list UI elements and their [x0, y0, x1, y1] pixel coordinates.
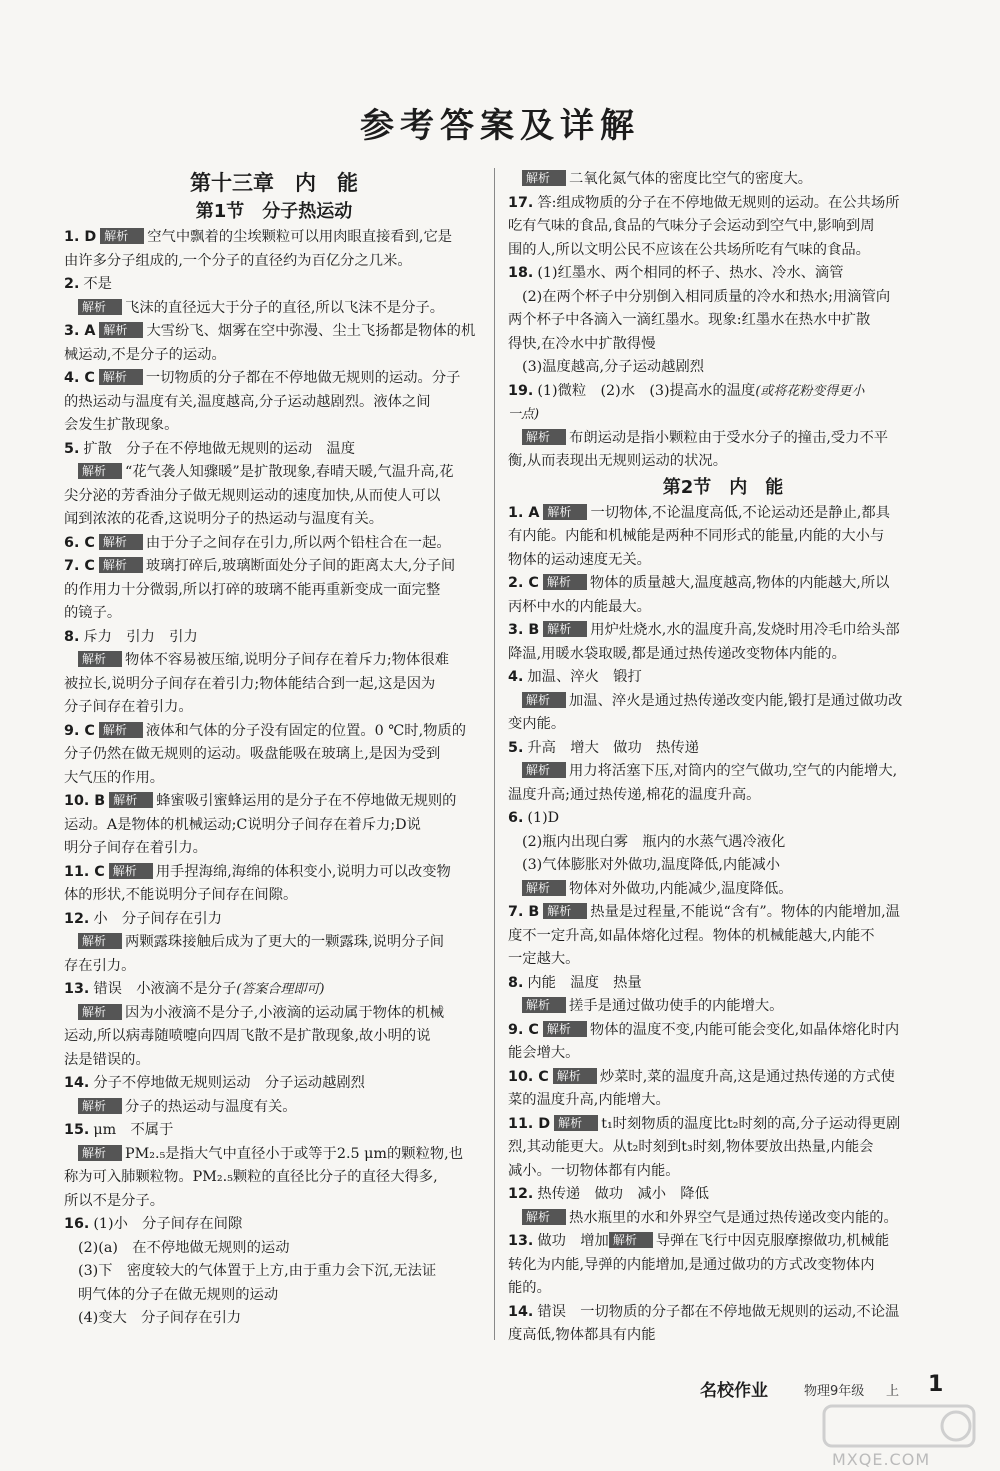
answer-text: 能会增大。 — [508, 1045, 580, 1061]
answer-line — [508, 784, 938, 808]
answer-line — [64, 814, 484, 838]
answer-line — [64, 673, 484, 697]
answer-text: 小 分子间存在引力 — [93, 910, 222, 927]
answer-text: 尖分泌的芳香油分子做无规则运动的速度加快,从而使人可以 — [64, 487, 441, 504]
answer-line — [64, 367, 484, 391]
answer-line — [508, 1183, 938, 1207]
answer-line — [64, 1260, 484, 1284]
answer-line — [508, 596, 938, 620]
answer-text: 大气压的作用。 — [64, 769, 165, 786]
answer-line — [508, 690, 938, 714]
answer-text: 两颗露珠接触后成为了更大的一颗露珠,说明分子间 — [125, 934, 445, 950]
answer-line — [64, 250, 484, 274]
question-number: 13. — [64, 981, 90, 997]
answer-text: 分子间存在着引力。 — [64, 699, 193, 715]
answer-line — [508, 450, 938, 474]
answer-line — [508, 878, 938, 902]
analysis-tag: 解析 — [78, 299, 122, 315]
answer-text: 用炉灶烧水,水的温度升高,发烧时用冷毛巾给头部 — [590, 622, 900, 638]
answer-text: (3)气体膨胀对外做功,温度降低,内能减小 — [522, 857, 781, 873]
answer-line — [64, 485, 484, 509]
question-number: 9. C — [64, 722, 95, 739]
answer-text: (2)(a) 在不停地做无规则的运动 — [78, 1239, 290, 1256]
question-number: 5. — [508, 739, 524, 756]
answer-line — [64, 743, 484, 767]
answer-line — [64, 1166, 484, 1190]
answer-line — [508, 948, 938, 972]
answer-text: 错误 一切物质的分子都在不停地做无规则的运动,不论温 — [537, 1303, 900, 1320]
answer-line — [64, 1096, 484, 1120]
answer-text: 升高 增大 做功 热传递 — [527, 739, 699, 756]
answer-line — [64, 908, 484, 932]
answer-line — [508, 1277, 938, 1301]
answer-line — [64, 1025, 484, 1049]
answer-line — [64, 1237, 484, 1261]
question-number: 12. — [64, 910, 90, 927]
answer-text: 玻璃打碎后,玻璃断面处分子间的距离太大,分子间 — [145, 558, 456, 574]
answer-text: 减小。一切物体都有内能。 — [508, 1162, 680, 1179]
answer-text: 因为小液滴不是分子,小液滴的运动属于物体的机械 — [125, 1004, 445, 1021]
answer-text: (3)温度越高,分子运动越剧烈 — [522, 359, 705, 375]
answer-text: 扩散 分子在不停地做无规则的运动 温度 — [83, 440, 356, 457]
answer-line — [508, 502, 938, 526]
answer-text: 温度升高;通过热传递,棉花的温度升高。 — [508, 786, 761, 803]
analysis-tag: 解析 — [109, 792, 153, 808]
answer-text: 布朗运动是指小颗粒由于受水分子的撞击,受力不平 — [569, 429, 889, 446]
answer-line — [508, 995, 938, 1019]
answer-line — [64, 438, 484, 462]
answer-line — [508, 1066, 938, 1090]
answer-line — [64, 649, 484, 673]
answer-line — [64, 1213, 484, 1237]
answer-text: 热量是过程量,不能说“含有”。物体的内能增加,温 — [590, 904, 900, 920]
answer-line — [508, 972, 938, 996]
answer-line — [508, 1136, 938, 1160]
answer-text: 转化为内能,导弹的内能增加,是通过做功的方式改变物体内 — [508, 1256, 875, 1273]
answer-text: 会发生扩散现象。 — [64, 417, 179, 433]
answer-line — [508, 525, 938, 549]
question-number: 15. — [64, 1122, 90, 1138]
analysis-tag: 解析 — [78, 933, 122, 949]
analysis-tag: 解析 — [522, 997, 566, 1013]
answer-text: 分子不停地做无规则运动 分子运动越剧烈 — [93, 1075, 365, 1091]
answer-line — [64, 273, 484, 297]
answer-line — [508, 760, 938, 784]
chapter-heading: 第十三章 内 能 — [190, 171, 358, 195]
answer-line — [64, 226, 484, 250]
question-number: 8. — [508, 974, 524, 991]
answer-line — [508, 1089, 938, 1113]
question-number: 19. — [508, 382, 534, 399]
analysis-tag: 解析 — [543, 621, 587, 637]
answer-line — [64, 461, 484, 485]
answer-text: 用手捏海绵,海绵的体积变小,说明力可以改变物 — [155, 863, 451, 880]
analysis-tag: 解析 — [554, 1115, 598, 1131]
answer-line — [64, 508, 484, 532]
analysis-tag: 解析 — [522, 170, 566, 186]
answer-line — [508, 643, 938, 667]
answer-text: (1)微粒 (2)水 (3)提高水的温度 — [537, 382, 756, 399]
answer-line — [64, 1190, 484, 1214]
answer-text: 度高低,物体都具有内能 — [508, 1327, 656, 1343]
question-number: 1. A — [508, 504, 540, 521]
answer-line — [508, 901, 938, 925]
answer-line — [64, 555, 484, 579]
answer-line — [64, 1072, 484, 1096]
answer-text: PM₂.₅是指大气中直径小于或等于2.5 μm的颗粒物,也 — [125, 1145, 464, 1162]
question-number: 3. A — [64, 323, 96, 339]
answer-line — [508, 1019, 938, 1043]
question-number: 10. B — [64, 793, 106, 809]
answer-text: 物体不容易被压缩,说明分子间存在着斥力;物体很难 — [125, 652, 449, 668]
answer-line — [508, 215, 938, 239]
answer-text: 蜂蜜吸引蜜蜂运用的是分子在不停地做无规则的 — [156, 793, 457, 809]
answer-text: 称为可入肺颗粒物。PM₂.₅颗粒的直径比分子的直径大得多, — [64, 1169, 438, 1185]
answer-text: 丙杯中水的内能最大。 — [508, 598, 651, 615]
answer-text: 物体对外做功,内能减少,温度降低。 — [569, 880, 793, 897]
answer-text: 物体的温度不变,内能可能会变化,如晶体熔化时内 — [589, 1021, 900, 1038]
answer-line — [64, 579, 484, 603]
answer-line — [508, 356, 938, 380]
column-divider — [494, 168, 495, 1340]
answer-line — [64, 391, 484, 415]
answer-text: 飞沫的直径远大于分子的直径,所以飞沫不是分子。 — [125, 299, 445, 316]
answer-text: 热水瓶里的水和外界空气是通过热传递改变内能的。 — [569, 1209, 898, 1226]
analysis-tag: 解析 — [78, 463, 122, 479]
question-number: 3. B — [508, 622, 540, 638]
answer-line — [64, 532, 484, 556]
answer-line — [64, 626, 484, 650]
analysis-tag: 解析 — [543, 903, 587, 919]
answer-text: 菜的温度升高,内能增大。 — [508, 1092, 670, 1108]
analysis-tag: 解析 — [609, 1232, 653, 1248]
answer-line — [64, 884, 484, 908]
question-number: 1. D — [64, 229, 97, 245]
question-number: 14. — [64, 1075, 90, 1091]
answer-text: 法是错误的。 — [64, 1051, 150, 1068]
answer-text: 被拉长,说明分子间存在着引力;物体能结合到一起,这是因为 — [64, 675, 436, 692]
answer-text: 错误 小液滴不是分子 — [93, 981, 237, 997]
answer-text: 明分子间存在着引力。 — [64, 840, 207, 856]
answer-line — [64, 414, 484, 438]
question-number: 14. — [508, 1303, 534, 1320]
answer-line — [508, 1324, 938, 1348]
page-footer — [700, 1372, 960, 1402]
question-number: 11. D — [508, 1115, 551, 1132]
analysis-tag: 解析 — [99, 369, 143, 385]
analysis-tag: 解析 — [99, 534, 143, 550]
analysis-tag: 解析 — [543, 574, 587, 590]
answer-text: 搓手是通过做功使手的内能增大。 — [569, 998, 784, 1014]
answer-text: 烈,其动能更大。从t₂时刻到t₃时刻,物体要放出热量,内能会 — [508, 1139, 874, 1155]
answer-line — [64, 767, 484, 791]
right-continued-answers — [508, 168, 938, 474]
analysis-tag: 解析 — [78, 651, 122, 667]
answer-line — [64, 1284, 484, 1308]
answer-text: 热传递 做功 减小 降低 — [537, 1186, 709, 1202]
answer-text: 大雪纷飞、烟雾在空中弥漫、尘土飞扬都是物体的机 — [146, 323, 476, 339]
answer-line — [64, 1307, 484, 1331]
answer-text: 由许多分子组成的,一个分子的直径约为百亿分之几米。 — [64, 252, 412, 269]
answer-text: 一切物体,不论温度高低,不论运动还是静止,都具 — [590, 504, 891, 521]
answer-line — [64, 320, 484, 344]
answer-text: 由于分子之间存在引力,所以两个铅柱合在一起。 — [145, 534, 451, 551]
question-number: 4. C — [64, 370, 95, 386]
answer-text: 二氧化氮气体的密度比空气的密度大。 — [569, 171, 813, 187]
answer-line — [508, 1254, 938, 1278]
answer-text: 度不一定升高,如晶体熔化过程。物体的机械能越大,内能不 — [508, 927, 875, 944]
subject-label: 物理9年级 — [804, 1384, 865, 1399]
answer-line — [508, 1207, 938, 1231]
answer-line — [508, 619, 938, 643]
answer-line — [508, 403, 938, 427]
answer-text: 衡,从而表现出无规则运动的状况。 — [508, 453, 727, 469]
answer-line — [508, 239, 938, 263]
analysis-tag: 解析 — [109, 863, 153, 879]
answer-line — [64, 837, 484, 861]
answer-text: t₁时刻物质的温度比t₂时刻的高,分子运动得更剧 — [601, 1115, 901, 1132]
analysis-tag: 解析 — [522, 762, 566, 778]
analysis-tag: 解析 — [100, 228, 144, 244]
answer-line — [508, 807, 938, 831]
answer-text: 斥力 引力 引力 — [83, 628, 198, 645]
answer-text: 一定越大。 — [508, 951, 580, 967]
answer-text: (4)变大 分子间存在引力 — [78, 1310, 242, 1326]
page-title: 参考答案及详解 — [360, 106, 640, 146]
analysis-tag: 解析 — [522, 692, 566, 708]
answer-line — [64, 297, 484, 321]
answer-text: 加温、淬火 锻打 — [527, 669, 642, 685]
question-number: 13. — [508, 1233, 534, 1249]
question-number: 7. B — [508, 904, 540, 920]
answer-text: 不是 — [83, 276, 112, 292]
answer-line — [64, 1002, 484, 1026]
answer-text: 的镜子。 — [64, 605, 122, 621]
answer-text: 变内能。 — [508, 716, 566, 732]
answer-text: (1)小 分子间存在间隙 — [93, 1216, 243, 1232]
analysis-tag: 解析 — [522, 880, 566, 896]
answer-text: 吃有气味的食品,食品的气味分子会运动到空气中,影响到周 — [508, 218, 875, 234]
answer-text: (1)红墨水、两个相同的杯子、热水、冷水、滴管 — [537, 265, 844, 281]
answer-line — [64, 1143, 484, 1167]
answer-text: 得快,在冷水中扩散得慢 — [508, 335, 656, 352]
question-number: 2. C — [508, 575, 539, 591]
answer-line — [508, 1160, 938, 1184]
answer-line — [64, 955, 484, 979]
answer-text: 运动。A是物体的机械运动;C说明分子间存在着斥力;D说 — [64, 816, 421, 833]
answer-text: 分子的热运动与温度有关。 — [125, 1098, 297, 1115]
answer-text: 导弹在飞行中因克服摩擦做功,机械能 — [655, 1233, 890, 1249]
left-answer-list — [64, 226, 484, 1331]
question-number: 7. C — [64, 558, 95, 574]
answer-line — [508, 262, 938, 286]
answer-line — [508, 286, 938, 310]
answer-line — [508, 192, 938, 216]
answer-line — [508, 572, 938, 596]
analysis-tag: 解析 — [553, 1068, 597, 1084]
answer-text: μm 不属于 — [93, 1122, 174, 1138]
analysis-tag: 解析 — [99, 557, 143, 573]
answer-text: (2)瓶内出现白雾 瓶内的水蒸气遇冷液化 — [522, 833, 786, 850]
question-number: 17. — [508, 194, 534, 211]
answer-line — [64, 720, 484, 744]
analysis-tag: 解析 — [522, 429, 566, 445]
answer-note: (答案合理即可) — [236, 982, 325, 997]
question-number: 4. — [508, 669, 524, 685]
answer-line — [508, 831, 938, 855]
answer-text: 闻到浓浓的花香,这说明分子的热运动与温度有关。 — [64, 511, 384, 527]
answer-line — [508, 549, 938, 573]
answer-line — [64, 344, 484, 368]
answer-line — [64, 861, 484, 885]
answer-note: (或将花粉变得更小 — [755, 383, 865, 399]
answer-line — [508, 380, 938, 404]
answer-text: 存在引力。 — [64, 957, 136, 974]
answer-text: 围的人,所以文明公民不应该在公共场所吃有气味的食品。 — [508, 241, 870, 258]
right-column — [508, 168, 938, 1348]
answer-text: 做功 增加 — [537, 1233, 609, 1249]
answer-text: 炒菜时,菜的温度升高,这是通过热传递的方式使 — [599, 1068, 895, 1085]
answer-line — [508, 1042, 938, 1066]
answer-text: 的作用力十分微弱,所以打碎的玻璃不能再重新变成一面完整 — [64, 581, 441, 598]
analysis-tag: 解析 — [543, 504, 587, 520]
answer-text: “花气袭人知骤暖”是扩散现象,春晴天暖,气温升高,花 — [125, 464, 454, 480]
analysis-tag: 解析 — [99, 322, 143, 338]
answer-line — [508, 168, 938, 192]
answer-line — [64, 1119, 484, 1143]
answer-text: (2)在两个杯子中分别倒入相同质量的冷水和热水;用滴管向 — [522, 288, 891, 305]
answer-line — [508, 854, 938, 878]
question-number: 18. — [508, 265, 534, 281]
right-answer-list — [508, 502, 938, 1348]
answer-line — [64, 931, 484, 955]
brand-name: 名校作业 — [700, 1381, 768, 1401]
analysis-tag: 解析 — [543, 1021, 587, 1037]
answer-line — [508, 925, 938, 949]
answer-text: 体的形状,不能说明分子间存在间隙。 — [64, 887, 298, 903]
question-number: 12. — [508, 1186, 534, 1202]
answer-text: 械运动,不是分子的运动。 — [64, 346, 226, 363]
answer-text: 一切物质的分子都在不停地做无规则的运动。分子 — [145, 370, 461, 386]
answer-line — [508, 666, 938, 690]
analysis-tag: 解析 — [78, 1145, 122, 1161]
answer-text: 空气中飘着的尘埃颗粒可以用肉眼直接看到,它是 — [147, 229, 453, 245]
analysis-tag: 解析 — [99, 722, 143, 738]
answer-line — [508, 1230, 938, 1254]
answer-line — [508, 1301, 938, 1325]
answer-text: 运动,所以病毒随喷嚏向四周飞散不是扩散现象,故小明的说 — [64, 1028, 431, 1044]
question-number: 16. — [64, 1216, 90, 1232]
answer-line — [508, 1113, 938, 1137]
answer-text: 能的。 — [508, 1280, 551, 1296]
answer-line — [64, 696, 484, 720]
answer-line — [508, 333, 938, 357]
answer-line — [64, 1049, 484, 1073]
answer-text: 物体的质量越大,温度越高,物体的内能越大,所以 — [589, 575, 890, 591]
section-heading-2: 第2节 内 能 — [662, 476, 784, 498]
answer-text: 两个杯子中各滴入一滴红墨水。现象:红墨水在热水中扩散 — [508, 312, 871, 328]
answer-line — [508, 427, 938, 451]
left-column — [64, 168, 484, 1331]
analysis-tag: 解析 — [522, 1209, 566, 1225]
question-number: 9. C — [508, 1021, 539, 1038]
question-number: 6. C — [64, 534, 95, 551]
question-number: 10. C — [508, 1068, 549, 1085]
analysis-tag: 解析 — [78, 1098, 122, 1114]
answer-text: 答:组成物质的分子在不停地做无规则的运动。在公共场所 — [537, 194, 900, 211]
question-number: 11. C — [64, 863, 105, 880]
question-number: 8. — [64, 628, 80, 645]
answer-text: (3)下 密度较大的气体置于上方,由于重力会下沉,无法证 — [78, 1263, 437, 1279]
answer-line — [508, 309, 938, 333]
page-number: 1 — [928, 1372, 944, 1397]
answer-line — [64, 602, 484, 626]
analysis-tag: 解析 — [78, 1004, 122, 1020]
answer-note: 一点) — [508, 407, 540, 422]
section-heading-1: 第1节 分子热运动 — [195, 201, 353, 222]
watermark-text: MXQE.COM — [832, 1450, 931, 1469]
answer-line — [508, 737, 938, 761]
volume-label: 上 — [886, 1384, 900, 1399]
answer-text: 加温、淬火是通过热传递改变内能,锻打是通过做功改 — [569, 692, 903, 709]
answer-text: 有内能。内能和机械能是两种不同形式的能量,内能的大小与 — [508, 528, 885, 544]
answer-text: 物体的运动速度无关。 — [508, 551, 651, 568]
answer-text: 用力将活塞下压,对筒内的空气做功,空气的内能增大, — [569, 763, 898, 779]
answer-line — [508, 713, 938, 737]
answer-line — [64, 978, 484, 1002]
answer-text: 所以不是分子。 — [64, 1192, 165, 1209]
answer-text: 降温,用暖水袋取暖,都是通过热传递改变物体内能的。 — [508, 645, 846, 662]
answer-text: 液体和气体的分子没有固定的位置。0 ℃时,物质的 — [145, 722, 467, 739]
question-number: 6. — [508, 810, 524, 826]
answer-text: 的热运动与温度有关,温度越高,分子运动越剧烈。液体之间 — [64, 393, 431, 410]
answer-text: 分子仍然在做无规则的运动。吸盘能吸在玻璃上,是因为受到 — [64, 746, 441, 762]
answer-line — [64, 790, 484, 814]
answer-text: (1)D — [527, 810, 560, 826]
answer-text: 内能 温度 热量 — [527, 974, 642, 991]
question-number: 2. — [64, 276, 80, 292]
answer-text: 明气体的分子在做无规则的运动 — [78, 1286, 279, 1303]
question-number: 5. — [64, 440, 80, 457]
